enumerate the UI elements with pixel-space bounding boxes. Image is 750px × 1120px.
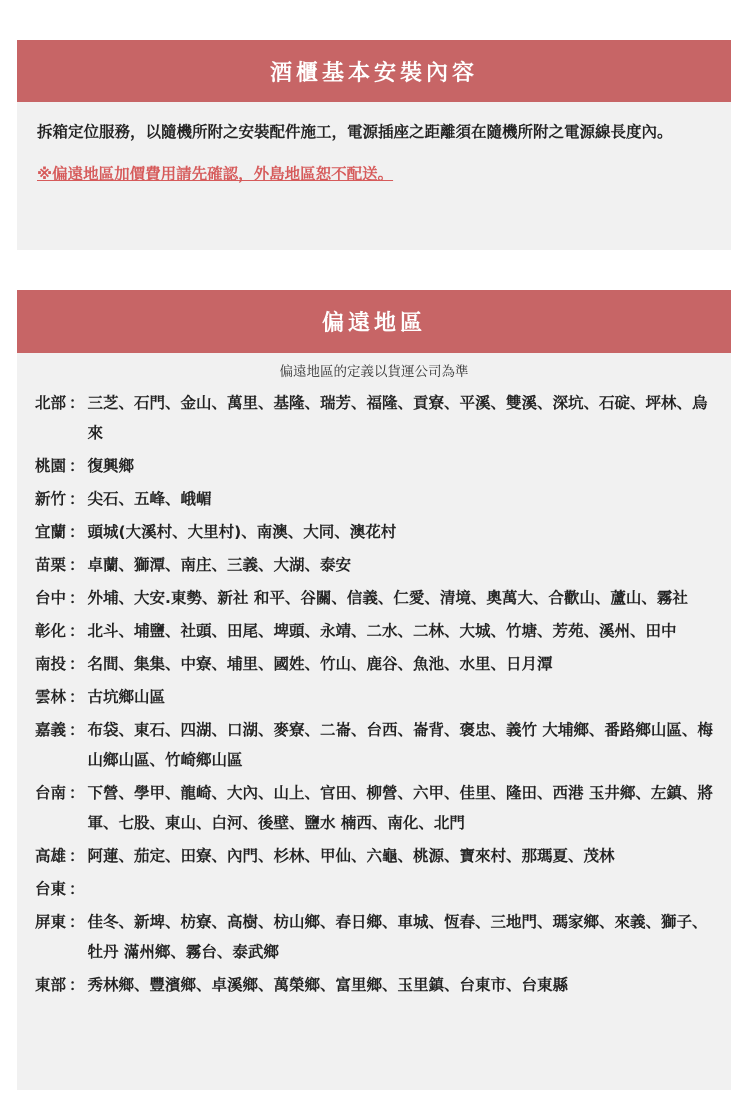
region-row: 新竹 ： 尖石、五峰、峨嵋 [35,484,713,514]
region-name: 東部 [35,976,67,994]
region-row: 宜蘭 ： 頭城(大溪村、大里村)、南澳、大同、澳花村 [35,517,713,547]
region-name: 屏東 [35,913,67,931]
region-name: 彰化 [35,622,67,640]
remote-areas-section [17,290,731,1090]
region-areas: 卓蘭、獅潭、南庄、三義、大湖、泰安 [87,556,352,574]
region-areas: 北斗、埔鹽、社頭、田尾、埤頭、永靖、二水、二林、大城、竹塘、芳苑、溪州、田中 [87,622,677,640]
region-name: 雲林 [35,688,67,706]
region-areas: 古坑鄉山區 [87,688,166,706]
region-row: 嘉義 ： 布袋、東石、四湖、口湖、麥寮、二崙、台西、崙背、褒忠、義竹 大埔鄉、番路鄉山區、梅山鄉山區、竹崎鄉山區 [35,715,713,775]
install-content-section [17,40,731,250]
region-areas: 下營、學甲、龍崎、大內、山上、官田、柳營、六甲、佳里、隆田、西港 玉井鄉、左鎮、將軍、七股、東山、白河、後壁、鹽水 楠西、南化、北門 [87,784,713,832]
region-row: 彰化 ： 北斗、埔鹽、社頭、田尾、埤頭、永靖、二水、二林、大城、竹塘、芳苑、溪州、田中 [35,616,713,646]
install-description: 拆箱定位服務，以隨機所附之安裝配件施工，電源插座之距離須在隨機所附之電源線長度內。 [37,123,673,141]
region-name: 嘉義 [35,721,67,739]
region-row: 台東 ： [35,874,713,904]
region-areas: 尖石、五峰、峨嵋 [87,490,212,508]
install-section-title: 酒櫃基本安裝內容 [269,60,478,86]
remote-section-header [17,290,731,353]
region-areas [88,874,713,904]
region-row: 台南 ： 下營、學甲、龍崎、大內、山上、官田、柳營、六甲、佳里、隆田、西港 玉井鄉、左鎮、將軍、七股、東山、白河、後壁、鹽水 楠西、南化、北門 [35,778,713,838]
region-name: 新竹 [35,490,67,508]
region-areas: 布袋、東石、四湖、口湖、麥寮、二崙、台西、崙背、褒忠、義竹 大埔鄉、番路鄉山區、梅山鄉山區、竹崎鄉山區 [87,721,713,769]
region-row: 北部 ： 三芝、石門、金山、萬里、基隆、瑞芳、福隆、貢寮、平溪、雙溪、深坑、石碇、坪林、烏來 [35,388,713,448]
region-areas: 復興鄉 [87,457,135,475]
region-row: 台中 ： 外埔、大安.東勢、新社 和平、谷關、信義、仁愛、清境、奧萬大、合歡山、蘆山、霧社 [35,583,713,613]
install-section-body [17,102,731,189]
region-areas: 外埔、大安.東勢、新社 和平、谷關、信義、仁愛、清境、奧萬大、合歡山、蘆山、霧社 [87,589,688,607]
region-areas: 三芝、石門、金山、萬里、基隆、瑞芳、福隆、貢寮、平溪、雙溪、深坑、石碇、坪林、烏來 [87,394,708,442]
remote-section-title: 偏遠地區 [321,311,426,336]
region-name: 宜蘭 [35,523,67,541]
region-areas: 名間、集集、中寮、埔里、國姓、竹山、鹿谷、魚池、水里、日月潭 [87,655,553,673]
region-name: 桃園 [35,457,67,475]
remote-area-notice: ※偏遠地區加價費用請先確認，外島地區恕不配送。 [37,165,394,183]
region-row: 南投 ： 名間、集集、中寮、埔里、國姓、竹山、鹿谷、魚池、水里、日月潭 [35,649,713,679]
region-areas: 頭城(大溪村、大里村)、南澳、大同、澳花村 [87,523,397,541]
install-section-header [17,40,731,102]
region-name: 台南 [35,784,67,802]
region-row: 雲林 ： 古坑鄉山區 [35,682,713,712]
region-areas: 佳冬、新埤、枋寮、高樹、枋山鄉、春日鄉、車城、恆春、三地門、瑪家鄉、來義、獅子、牡丹 滿州鄉、霧台、泰武鄉 [87,913,708,961]
region-name: 台東 [35,880,67,898]
region-areas: 阿蓮、茄定、田寮、內門、杉林、甲仙、六龜、桃源、寶來村、那瑪夏、茂林 [87,847,615,865]
region-list [17,388,731,1000]
region-areas: 秀林鄉、豐濱鄉、卓溪鄉、萬榮鄉、富里鄉、玉里鎮、台東市、台東縣 [87,976,569,994]
remote-definition-note: 偏遠地區的定義以貨運公司為準 [279,364,469,380]
region-name: 北部 [35,394,67,412]
region-name: 苗栗 [35,556,67,574]
region-row: 苗栗 ： 卓蘭、獅潭、南庄、三義、大湖、泰安 [35,550,713,580]
region-row: 屏東 ： 佳冬、新埤、枋寮、高樹、枋山鄉、春日鄉、車城、恆春、三地門、瑪家鄉、來義、獅子、牡丹 滿州鄉、霧台、泰武鄉 [35,907,713,967]
region-name: 高雄 [35,847,67,865]
region-row: 東部 ： 秀林鄉、豐濱鄉、卓溪鄉、萬榮鄉、富里鄉、玉里鎮、台東市、台東縣 [35,970,713,1000]
region-row: 高雄 ： 阿蓮、茄定、田寮、內門、杉林、甲仙、六龜、桃源、寶來村、那瑪夏、茂林 [35,841,713,871]
region-row: 桃園 ： 復興鄉 [35,451,713,481]
region-name: 台中 [35,589,67,607]
region-name: 南投 [35,655,67,673]
